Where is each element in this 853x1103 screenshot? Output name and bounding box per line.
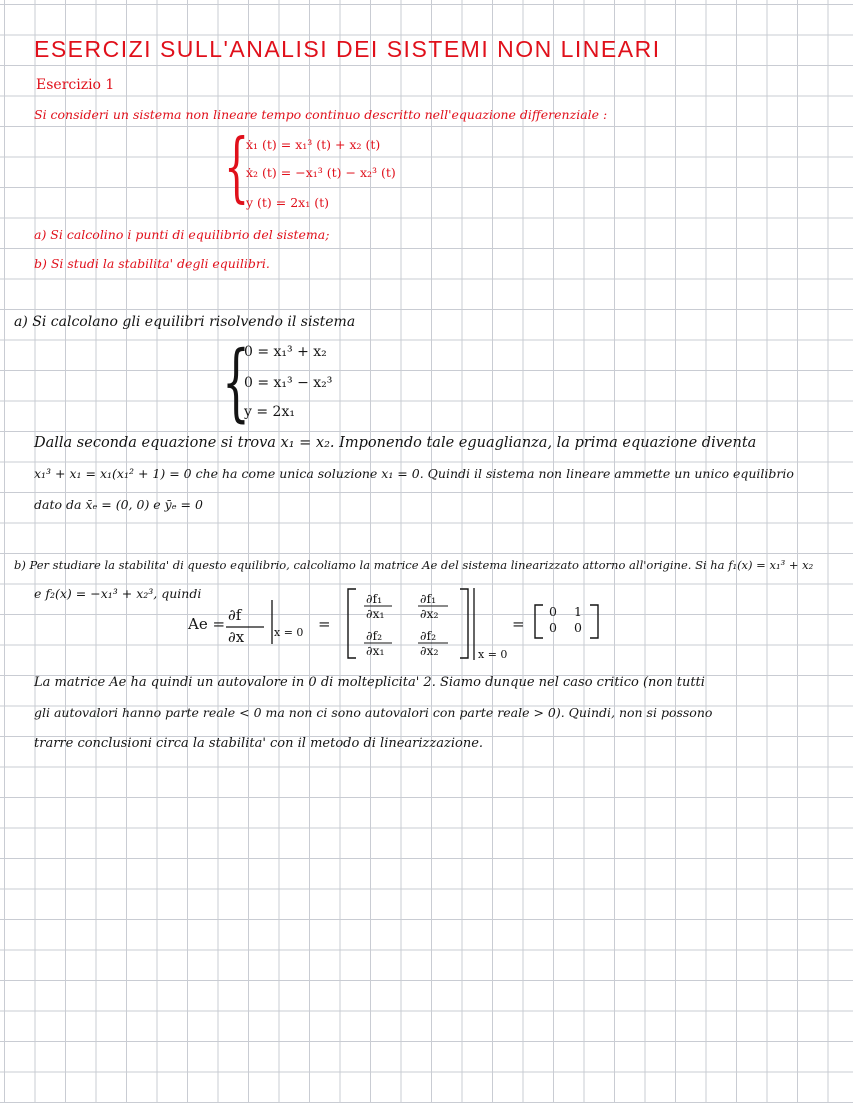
- system-eq3: y (t) = 2x₁ (t): [246, 195, 329, 210]
- dx-denominator: ∂x: [228, 628, 245, 646]
- eval-point-right: x = 0: [478, 648, 508, 661]
- result-bracket-right: [588, 604, 600, 640]
- exercise-label: Esercizio 1: [36, 77, 115, 93]
- question-b: b) Si studi la stabilita' degli equilibri.: [34, 256, 270, 271]
- answer-a-line3: dato da x̄ₑ = (0, 0) e ȳₑ = 0: [34, 497, 203, 512]
- equilibrium-brace: {: [222, 333, 250, 431]
- equals-sign-2: =: [512, 615, 525, 633]
- problem-intro: Si consideri un sistema non lineare tempo continuo descritto nell'equazione differenziale :: [34, 107, 608, 122]
- answer-a-line2: x₁³ + x₁ = x₁(x₁² + 1) = 0 che ha come unica soluzione x₁ = 0. Quindi il sistema non lineare ammette un unico equilibrio: [34, 466, 794, 481]
- answer-b-line2: e f₂(x) = −x₁³ + x₂³, quindi: [34, 586, 202, 601]
- eval-bar-left: [270, 600, 274, 646]
- j12-num: ∂f₁: [420, 591, 437, 606]
- ae-label: Ae =: [188, 615, 226, 633]
- equals-sign-1: =: [318, 615, 331, 633]
- result-a11: 0: [549, 604, 557, 619]
- jacobian-bracket-left: [346, 588, 358, 660]
- result-a12: 1: [574, 604, 582, 619]
- system-eq1: ẋ₁ (t) = x₁³ (t) + x₂ (t): [246, 137, 381, 152]
- jacobian-fraction-bars: [364, 605, 454, 651]
- result-a22: 0: [574, 620, 582, 635]
- page-title: ESERCIZI SULL'ANALISI DEI SISTEMI NON LINEARI: [34, 36, 661, 62]
- j21-num: ∂f₂: [366, 628, 383, 643]
- j21-den: ∂x₁: [366, 643, 385, 658]
- j12-den: ∂x₂: [420, 606, 439, 621]
- equilibrium-eq1: 0 = x₁³ + x₂: [244, 344, 327, 360]
- answer-b-line1: b) Per studiare la stabilita' di questo equilibrio, calcoliamo la matrice Ae del sistema linearizzato attorno all'origine. Si ha f₁(x) = x₁³ + x₂: [14, 558, 814, 572]
- df-numerator: ∂f: [228, 606, 242, 624]
- result-a21: 0: [549, 620, 557, 635]
- equilibrium-eq2: 0 = x₁³ − x₂³: [244, 375, 333, 391]
- equilibrium-eq3: y = 2x₁: [244, 404, 295, 420]
- j11-den: ∂x₁: [366, 606, 385, 621]
- question-a: a) Si calcolino i punti di equilibrio del sistema;: [34, 227, 330, 242]
- j22-den: ∂x₂: [420, 643, 439, 658]
- jacobian-bracket-right: [458, 588, 480, 660]
- conclusion-line1: La matrice Ae ha quindi un autovalore in 0 di molteplicita' 2. Siamo dunque nel caso critico (non tutti: [34, 675, 705, 690]
- conclusion-line2: gli autovalori hanno parte reale < 0 ma non ci sono autovalori con parte reale > 0). Quindi, non si possono: [34, 705, 713, 720]
- answer-a-intro: a) Si calcolano gli equilibri risolvendo il sistema: [14, 314, 356, 330]
- eval-point-left: x = 0: [274, 626, 304, 639]
- result-bracket-left: [533, 604, 545, 640]
- j22-num: ∂f₂: [420, 628, 437, 643]
- system-brace: {: [224, 122, 250, 211]
- system-eq2: ẋ₂ (t) = −x₁³ (t) − x₂³ (t): [246, 165, 396, 180]
- j11-num: ∂f₁: [366, 591, 383, 606]
- answer-a-line1: Dalla seconda equazione si trova x₁ = x₂. Imponendo tale eguaglianza, la prima equazione diventa: [34, 435, 757, 451]
- fraction-bar: [226, 626, 266, 628]
- conclusion-line3: trarre conclusioni circa la stabilita' con il metodo di linearizzazione.: [34, 736, 484, 751]
